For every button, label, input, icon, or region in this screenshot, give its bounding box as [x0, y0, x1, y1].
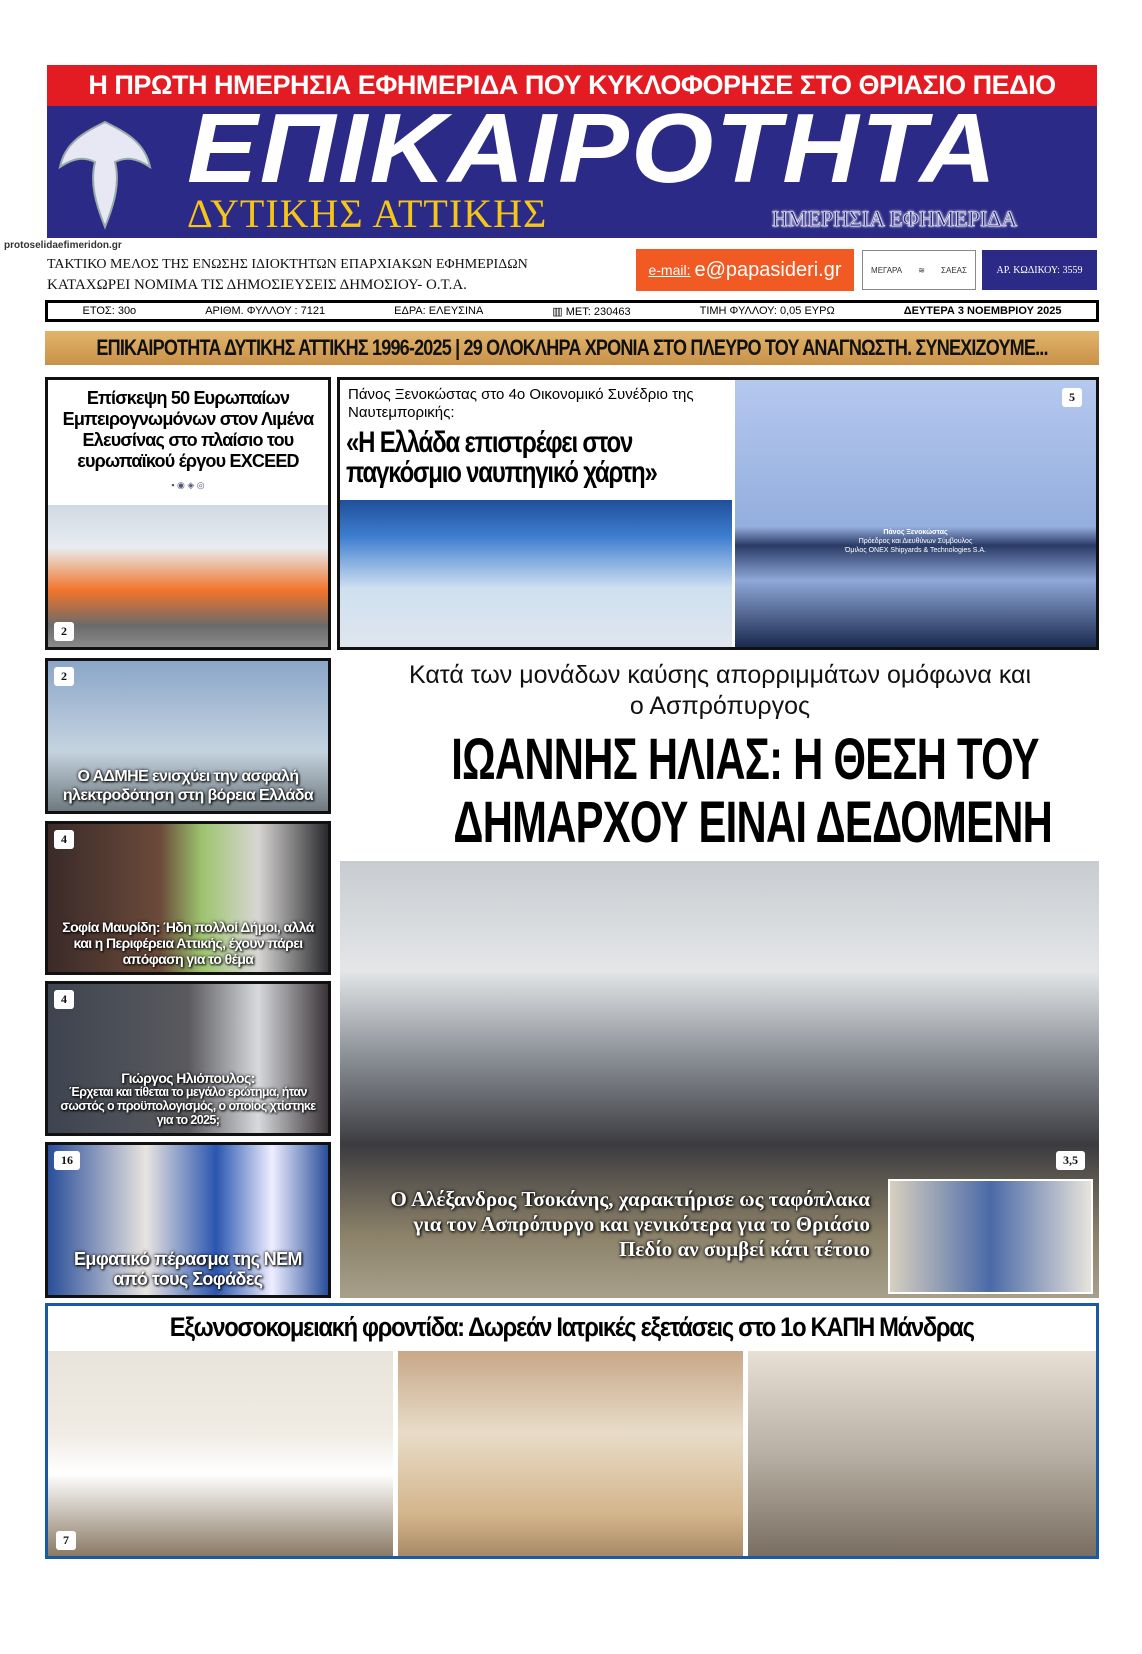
tagline-bar [47, 65, 1097, 106]
story-xenokostas[interactable] [337, 377, 1099, 650]
story-kicker: Πάνος Ξενοκώστας στο 4ο Οικονομικό Συνέδριο της Ναυτεμπορικής: [348, 386, 694, 421]
member-line: ΚΑΤΑΧΩΡΕΙ ΝΟΜΙΜΑ ΤΙΣ ΔΗΜΟΣΙΕΥΣΕΙΣ ΔΗΜΟΣΙΟΥ- Ο.Τ.Α. [47, 277, 467, 293]
lead-headline [337, 728, 1099, 854]
story-admie[interactable] [45, 658, 331, 814]
member-line: ΤΑΚΤΙΚΟ ΜΕΛΟΣ ΤΗΣ ΕΝΩΣΗΣ ΙΔΙΟΚΤΗΤΩΝ ΕΠΑΡΧΙΑΚΩΝ ΕΦΗΜΕΡΙΔΩΝ [47, 257, 528, 272]
story-title [48, 1071, 328, 1127]
eagle-logo-icon [55, 112, 155, 232]
screen-caption [735, 528, 1096, 555]
speaker-photo [735, 380, 1096, 647]
email-link[interactable]: e@papasideri.gr [694, 258, 842, 281]
price: ΤΙΜΗ ΦΥΛΛΟΥ: 0,05 ΕΥΡΩ [699, 305, 835, 317]
page-badge: 2 [54, 622, 74, 641]
panel-photo [340, 500, 732, 647]
email-label: e-mail: [648, 262, 691, 278]
tagline: Η ΠΡΩΤΗ ΗΜΕΡΗΣΙΑ ΕΦΗΜΕΡΙΔΑ ΠΟΥ ΚΥΚΛΟΦΟΡΗΣΕ ΣΤΟ ΘΡΙΑΣΙΟ ΠΕΔΙΟ [88, 70, 1056, 100]
headline-line: ΔΗΜΑΡΧΟΥ ΕΙΝΑΙ ΔΕΔΟΜΕΝΗ [453, 790, 1053, 854]
story-title [48, 1306, 1096, 1348]
screen-role: Πρόεδρος και Διευθύνων Σύμβουλος [858, 538, 973, 545]
lines-icon: ≋ [918, 265, 925, 275]
partner-logos [862, 250, 976, 290]
kapi-photo-2 [398, 1351, 743, 1556]
logo-megara: ΜΕΓΑΡΑ [871, 265, 903, 275]
page-badge: 16 [54, 1151, 80, 1170]
met [552, 305, 630, 318]
page-badge: 4 [54, 830, 74, 849]
screen-company: Όμιλος ONEX Shipyards & Technologies S.A. [845, 547, 986, 554]
newspaper-title: ΕΠΙΚΑΙΡΟΤΗΤΑ [187, 106, 999, 203]
page-badge: 7 [56, 1531, 76, 1550]
quote: Έρχεται και τίθεται το μεγάλο ερώτημα, ήταν σωστός ο προϋπολογισμός, ο οποίος χτίστηκε για το 2025; [60, 1085, 316, 1127]
story-photo [48, 505, 328, 647]
page-badge: 5 [1062, 388, 1082, 407]
lead-caption: Ο Αλέξανδρος Τσοκάνης, χαρακτήρισε ως ταφόπλακα για τον Ασπρόπυργο και γενικότερα για το Θριάσιο Πεδίο αν συμβεί κάτι τέτοιο [390, 1187, 870, 1261]
watermark: protoselidaefimeridon.gr [4, 240, 122, 251]
kapi-photo-1 [48, 1351, 393, 1556]
speaker-name: Γιώργος Ηλιόπουλος: [121, 1070, 255, 1086]
lead-kicker: Κατά των μονάδων καύσης απορριμμάτων ομόφωνα και ο Ασπρόπυργος [408, 661, 1032, 720]
story-nem[interactable] [45, 1142, 331, 1298]
page-badge: 3,5 [1056, 1151, 1085, 1170]
story-title: Εμφατικό πέρασμα της ΝΕΜ από τους Σοφάδες [74, 1249, 302, 1289]
partner-logos-strip: ▪ ◉ ◈ ◎ [171, 480, 205, 490]
masthead [47, 106, 1097, 238]
newspaper-subtitle: ΔΥΤΙΚΗΣ ΑΤΤΙΚΗΣ [187, 191, 548, 236]
code-box: ΑΡ. ΚΩΔΙΚΟΥ: 3559 [982, 250, 1097, 290]
anniversary-banner [45, 331, 1099, 365]
email-box[interactable] [636, 249, 854, 291]
screen-name: Πάνος Ξενοκώστας [883, 529, 948, 536]
membership-text [47, 255, 528, 295]
lead-story[interactable] [340, 861, 1099, 1298]
year: ΕΤΟΣ: 30ο [82, 305, 137, 317]
story-title: Ο ΑΔΜΗΕ ενισχύει την ασφαλή ηλεκτροδότηση στη βόρεια Ελλάδα [62, 768, 314, 804]
banner-text: ΕΠΙΚΑΙΡΟΤΗΤΑ ΔΥΤΙΚΗΣ ΑΤΤΙΚΗΣ 1996-2025 | 29 ΟΛΟΚΛΗΡΑ ΧΡΟΝΙΑ ΣΤΟ ΠΛΕΥΡΟ ΤΟΥ ΑΝΑΓΝΩΣΤΗ. ΣΥΝΕΧΙΖΟΥΜΕ... [96, 335, 1048, 360]
issue-number: ΑΡΙΘΜ. ΦΥΛΛΟΥ : 7121 [205, 305, 326, 317]
met-value: ΜΕΤ: 230463 [565, 305, 631, 318]
daily-label: ΗΜΕΡΗΣΙΑ ΕΦΗΜΕΡΙΔΑ [772, 206, 1018, 231]
story-title-text: Εξωνοσοκομειακή φροντίδα: Δωρεάν Ιατρικές εξετάσεις στο 1ο ΚΑΠΗ Μάνδρας [170, 1311, 974, 1342]
story-mavridi[interactable] [45, 821, 331, 975]
story-kapi[interactable] [45, 1303, 1099, 1559]
book-icon: ▥ [552, 305, 566, 318]
kapi-photo-3 [748, 1351, 1096, 1556]
story-title: «Η Ελλάδα επιστρέφει στον παγκόσμιο ναυπηγικό χάρτη» [346, 426, 657, 489]
seat: ΕΔΡΑ: ΕΛΕΥΣΙΝΑ [394, 305, 484, 317]
page-badge: 4 [54, 990, 74, 1009]
headline-line: ΙΩΑΝΝΗΣ ΗΛΙΑΣ: Η ΘΕΣΗ ΤΟΥ [451, 728, 1039, 792]
issue-meta-bar [45, 300, 1099, 322]
story-title: Επίσκεψη 50 Ευρωπαίων Εμπειρογνωμόνων στον Λιμένα Ελευσίνας στο πλαίσιο του ευρωπαϊκού έργου EXCEED [62, 388, 314, 471]
inset-photo [888, 1179, 1093, 1294]
logo-saeas: ΣΑΕΑΣ [941, 265, 967, 275]
story-iliopoulos[interactable] [45, 981, 331, 1136]
date: ΔΕΥΤΕΡΑ 3 ΝΟΕΜΒΡΙΟΥ 2025 [903, 305, 1062, 317]
story-title: Σοφία Μαυρίδη: Ήδη πολλοί Δήμοι, αλλά και η Περιφέρεια Αττικής, έχουν πάρει απόφαση για το θέμα [62, 919, 314, 967]
story-exceed[interactable] [45, 377, 331, 650]
page-badge: 2 [54, 667, 74, 686]
